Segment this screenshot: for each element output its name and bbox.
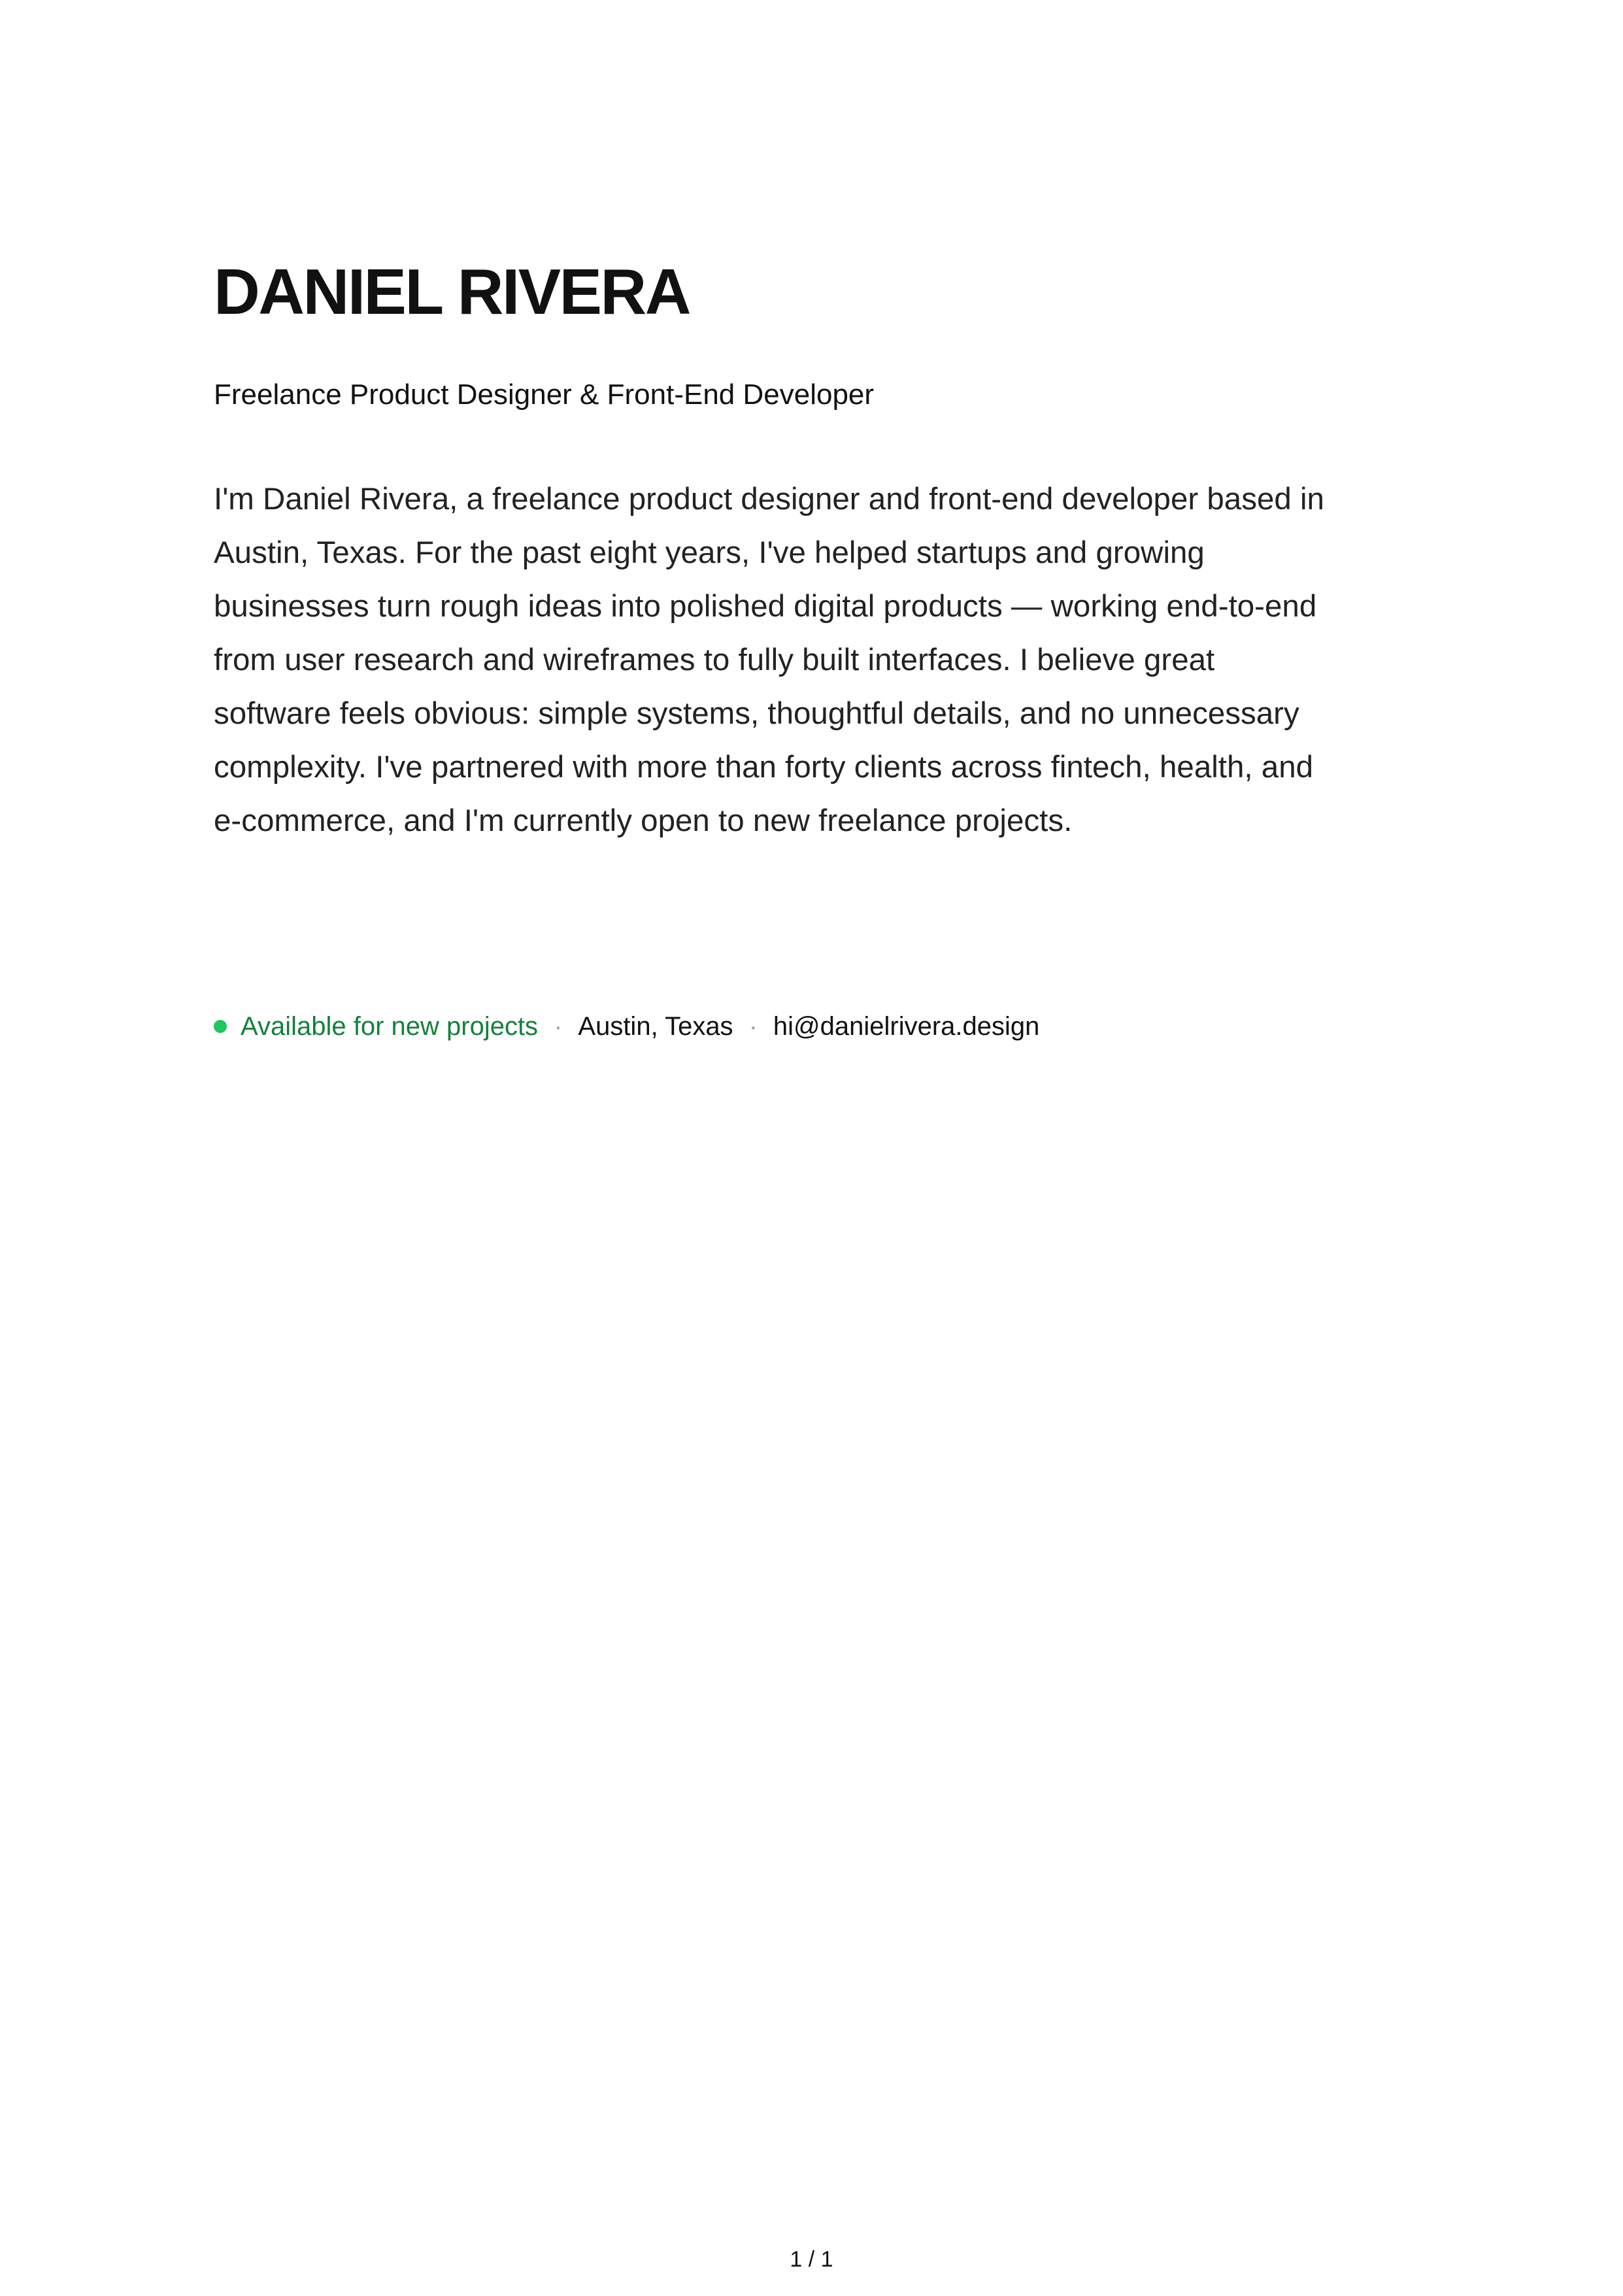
availability-status: Available for new projects bbox=[241, 1012, 539, 1041]
profile-name: DANIEL RIVERA bbox=[214, 256, 690, 328]
page-number: 1 / 1 bbox=[790, 2247, 833, 2272]
meta-separator: · bbox=[554, 1012, 563, 1041]
meta-separator: · bbox=[748, 1012, 758, 1041]
location-text: Austin, Texas bbox=[578, 1012, 733, 1041]
status-dot-icon bbox=[214, 1020, 227, 1033]
meta-line bbox=[214, 1007, 1039, 1046]
email-link[interactable]: hi@danielrivera.design bbox=[773, 1012, 1040, 1041]
profile-bio: I'm Daniel Rivera, a freelance product designer and front-end developer based in Austin, Texas. For the past eight years, I've helped startups and growing businesses turn rough ideas into polished digital products — working end-to-end from user research and wireframes to fully built interfaces. I believe great software feels obvious: simple systems, thoughtful details, and no unnecessary complexity. I've partnered with more than forty clients across fintech, health, and e-commerce, and I'm currently open to new freelance projects. bbox=[214, 482, 1324, 838]
profile-tagline: Freelance Product Designer & Front-End Developer bbox=[214, 379, 875, 411]
